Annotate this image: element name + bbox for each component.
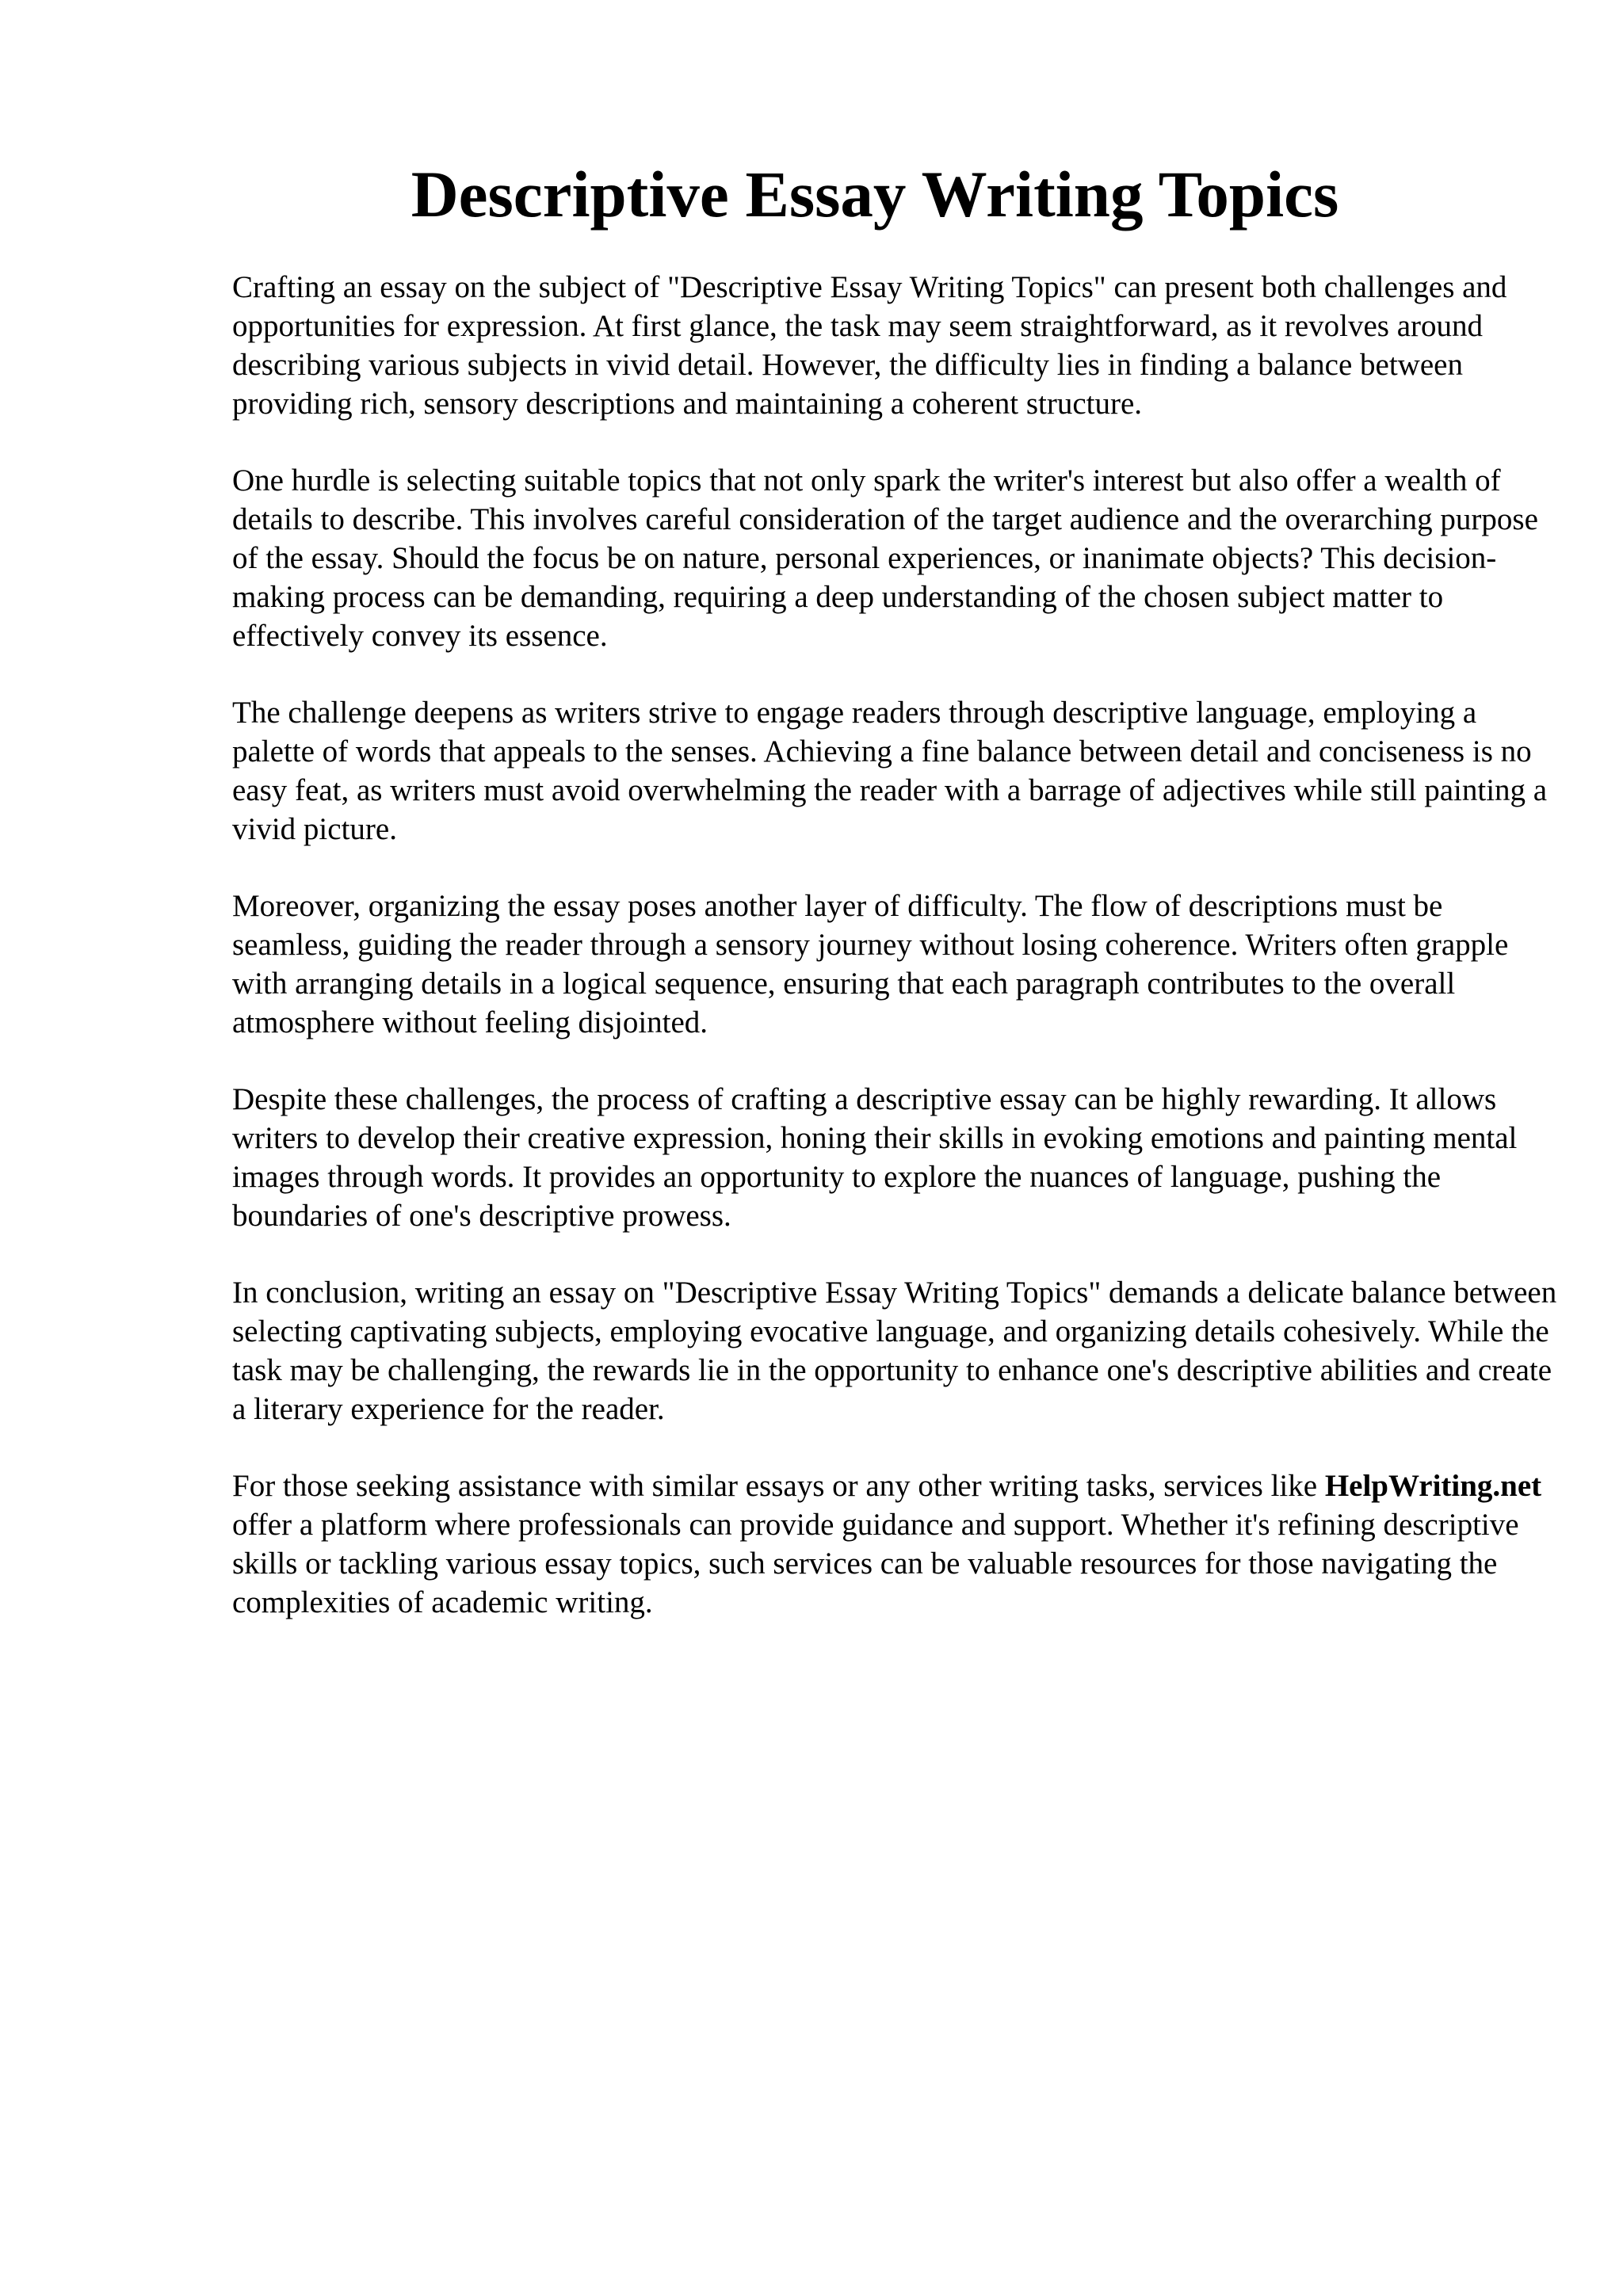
paragraph-7 bbox=[232, 1466, 1564, 1622]
paragraph-5: Despite these challenges, the process of crafting a descriptive essay can be highly rewarding. It allows writers to develop their creative expression, honing their skills in evoking emotions and painting mental images through words. It provides an opportunity to explore the nuances of language, pushing the boundaries of one's descriptive prowess. bbox=[232, 1082, 1518, 1233]
document-body bbox=[232, 268, 1564, 1660]
paragraph-2: One hurdle is selecting suitable topics that not only spark the writer's interest but also offer a wealth of details to describe. This involves careful consideration of the target audience and the overarching purpose of the essay. Should the focus be on nature, personal experiences, or inanimate objects? This decision-making process can be demanding, requiring a deep understanding of the chosen subject matter to effectively convey its essence. bbox=[232, 463, 1538, 653]
helpwriting-link[interactable]: HelpWriting.net bbox=[1324, 1469, 1542, 1503]
paragraph-1: Crafting an essay on the subject of "Descriptive Essay Writing Topics" can present both challenges and opportunities for expression. At first glance, the task may seem straightforward, as it revolves around describing various subjects in vivid detail. However, the difficulty lies in finding a balance between providing rich, sensory descriptions and maintaining a coherent structure. bbox=[232, 270, 1507, 421]
paragraph-4: Moreover, organizing the essay poses another layer of difficulty. The flow of descriptions must be seamless, guiding the reader through a sensory journey without losing coherence. Writers often grapple with arranging details in a logical sequence, ensuring that each paragraph contributes to the overall atmosphere without feeling disjointed. bbox=[232, 889, 1509, 1039]
paragraph-3: The challenge deepens as writers strive to engage readers through descriptive language, employing a palette of words that appeals to the senses. Achieving a fine balance between detail and conciseness is no easy feat, as writers must avoid overwhelming the reader with a barrage of adjectives while still painting a vivid picture. bbox=[232, 696, 1548, 846]
document-title: Descriptive Essay Writing Topics bbox=[411, 158, 1339, 231]
paragraph-7-after-link: offer a platform where professionals can provide guidance and support. Whether it's refining descriptive skills or tackling various essay topics, such services can be valuable resources for those navigating the complexities of academic writing. bbox=[232, 1508, 1519, 1619]
paragraph-7-before-link: For those seeking assistance with similar essays or any other writing tasks, services like bbox=[232, 1469, 1325, 1503]
paragraph-6: In conclusion, writing an essay on "Descriptive Essay Writing Topics" demands a delicate balance between selecting captivating subjects, employing evocative language, and organizing details cohesively. While the task may be challenging, the rewards lie in the opportunity to enhance one's descriptive abilities and create a literary experience for the reader. bbox=[232, 1276, 1557, 1426]
